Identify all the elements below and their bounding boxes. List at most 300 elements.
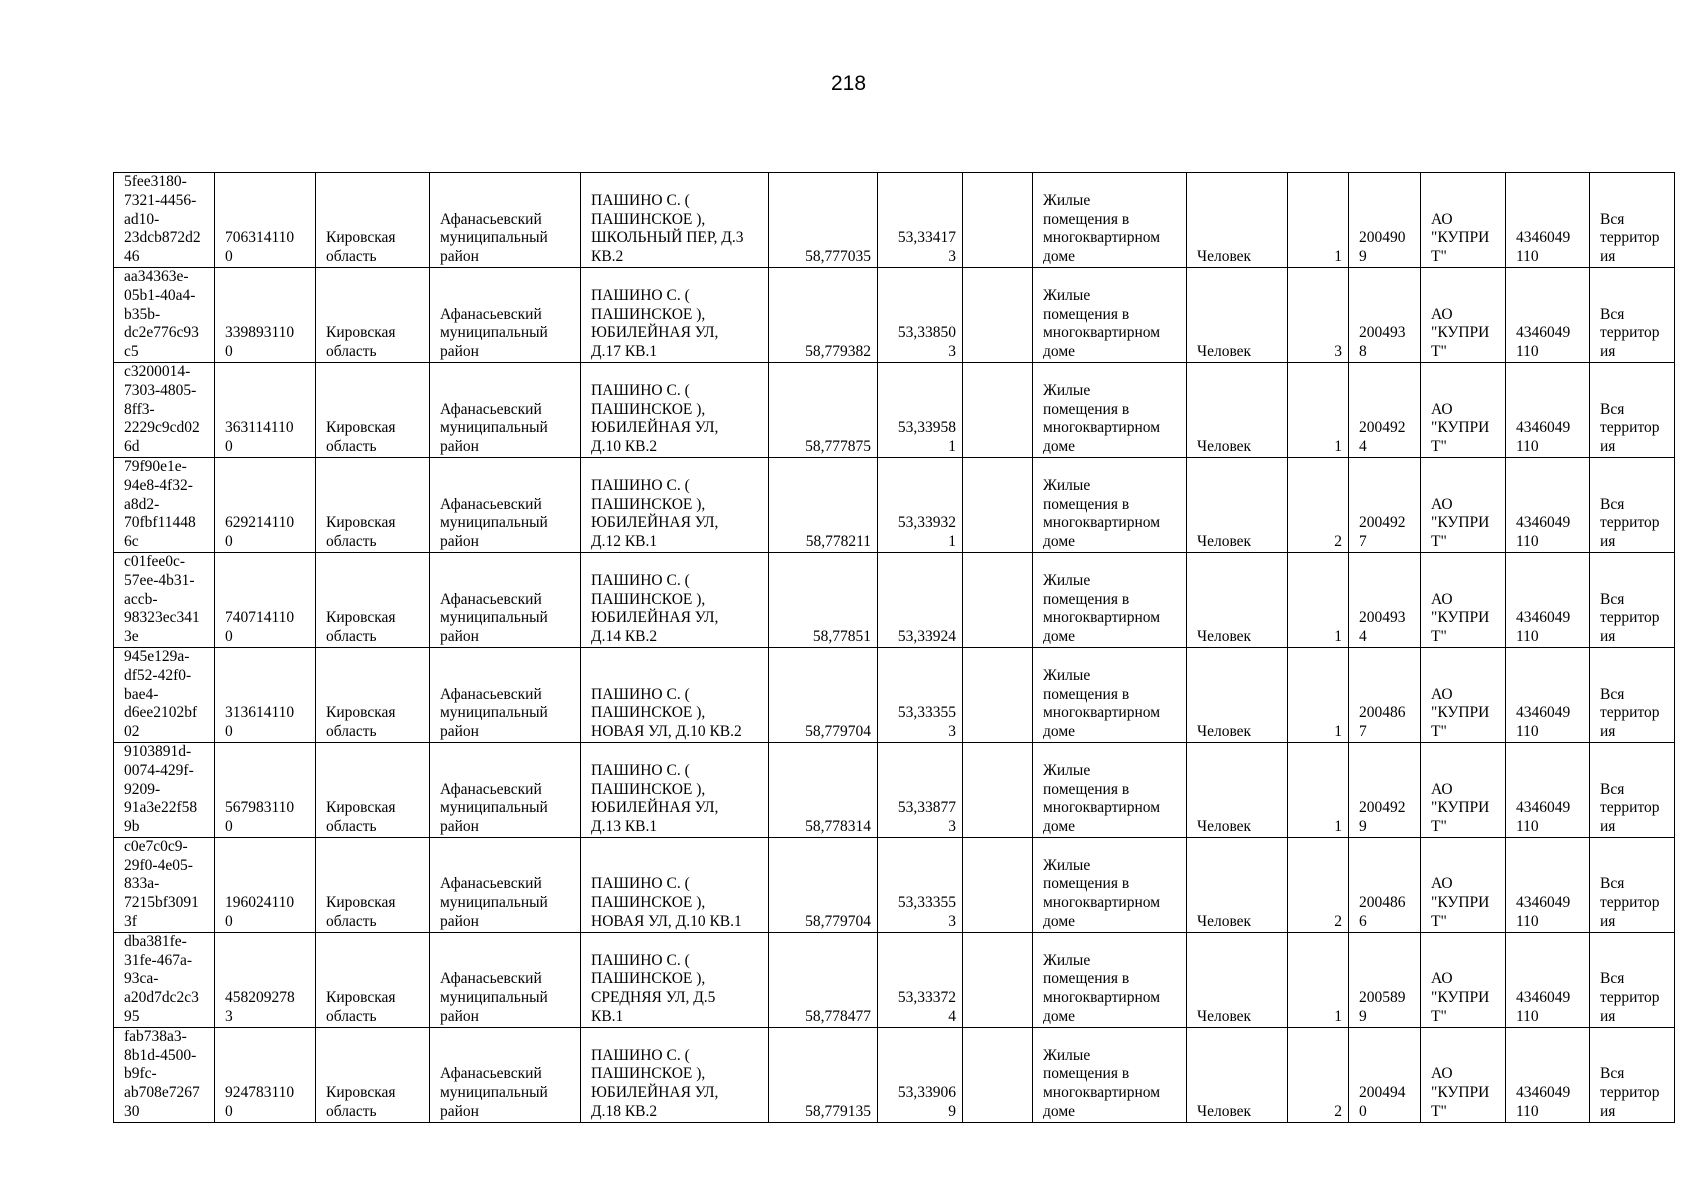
cell-region-text: Кировская область xyxy=(326,989,396,1026)
cell-contract-text: 200490 9 xyxy=(1359,229,1406,266)
cell-district xyxy=(430,457,581,552)
cell-latitude xyxy=(769,742,878,837)
cell-longitude-text: 53,33372 4 xyxy=(897,989,956,1026)
cell-quantity-text: 1 xyxy=(1334,1008,1342,1026)
cell-territory xyxy=(1590,457,1675,552)
cell-contract-text: 200486 7 xyxy=(1359,704,1406,741)
cell-region-text: Кировская область xyxy=(326,419,396,456)
cell-region xyxy=(316,932,430,1027)
cell-empty xyxy=(963,742,1033,837)
cell-region xyxy=(316,742,430,837)
cell-district xyxy=(430,1027,581,1122)
cell-premises-type xyxy=(1033,552,1187,647)
cell-inn xyxy=(1506,1027,1590,1122)
cell-longitude xyxy=(878,1027,963,1122)
cell-inn xyxy=(1506,173,1590,268)
cell-organization-text: АО "КУПРИ Т" xyxy=(1431,970,1490,1026)
cell-quantity xyxy=(1288,173,1349,268)
cell-inn-text: 4346049 110 xyxy=(1516,419,1571,456)
cell-quantity xyxy=(1288,362,1349,457)
cell-uuid-text: fab738a3- 8b1d-4500- b9fc- ab708e7267 30 xyxy=(124,1027,200,1121)
cell-region xyxy=(316,267,430,362)
cell-longitude xyxy=(878,932,963,1027)
cell-territory-text: Вся территор ия xyxy=(1600,495,1660,551)
cell-territory xyxy=(1590,552,1675,647)
cell-district-text: Афанасьевский муниципальный район xyxy=(440,305,548,361)
cell-territory xyxy=(1590,267,1675,362)
cell-district xyxy=(430,932,581,1027)
cell-inn-text: 4346049 110 xyxy=(1516,229,1571,266)
cell-district-text: Афанасьевский муниципальный район xyxy=(440,875,548,931)
cell-empty xyxy=(963,173,1033,268)
cell-inn xyxy=(1506,647,1590,742)
cell-contract-text: 200589 9 xyxy=(1359,989,1406,1026)
cell-organization xyxy=(1421,1027,1506,1122)
cell-premises-type-text: Жилые помещения в многоквартирном доме xyxy=(1043,381,1161,456)
cell-uuid-text: c0e7c0c9- 29f0-4e05- 833a- 7215bf3091 3f xyxy=(124,837,199,931)
cell-region-text: Кировская область xyxy=(326,1084,396,1121)
cell-organization-text: АО "КУПРИ Т" xyxy=(1431,590,1490,646)
cell-empty xyxy=(963,1027,1033,1122)
cell-longitude-text: 53,33877 3 xyxy=(897,799,956,836)
cell-district-text: Афанасьевский муниципальный район xyxy=(440,400,548,456)
cell-district-text: Афанасьевский муниципальный район xyxy=(440,970,548,1026)
cell-organization-text: АО "КУПРИ Т" xyxy=(1431,780,1490,836)
cell-longitude xyxy=(878,742,963,837)
cell-unit-text: Человек xyxy=(1197,913,1252,931)
cell-territory xyxy=(1590,1027,1675,1122)
cell-territory-text: Вся территор ия xyxy=(1600,685,1660,741)
cell-premises-type xyxy=(1033,742,1187,837)
cell-address xyxy=(581,647,769,742)
cell-uuid xyxy=(114,173,215,268)
cell-unit-text: Человек xyxy=(1197,628,1252,646)
cell-unit xyxy=(1187,932,1288,1027)
cell-quantity xyxy=(1288,932,1349,1027)
cell-premises-type xyxy=(1033,647,1187,742)
cell-contract-text: 200494 0 xyxy=(1359,1084,1406,1121)
cell-address-text: ПАШИНО С. ( ПАШИНСКОЕ ), ЮБИЛЕЙНАЯ УЛ, Д.13 КВ.1 xyxy=(591,761,719,836)
cell-unit-text: Человек xyxy=(1197,723,1252,741)
cell-organization-text: АО "КУПРИ Т" xyxy=(1431,495,1490,551)
cell-territory xyxy=(1590,932,1675,1027)
cell-longitude-text: 53,33417 3 xyxy=(897,229,956,266)
cell-premises-type xyxy=(1033,1027,1187,1122)
cell-longitude xyxy=(878,173,963,268)
cell-code-text: 196024110 0 xyxy=(225,894,295,931)
cell-contract-text: 200493 4 xyxy=(1359,609,1406,646)
cell-address xyxy=(581,932,769,1027)
cell-uuid xyxy=(114,362,215,457)
cell-quantity-text: 1 xyxy=(1334,438,1342,456)
cell-empty xyxy=(963,932,1033,1027)
cell-contract xyxy=(1349,552,1421,647)
cell-region xyxy=(316,552,430,647)
cell-longitude xyxy=(878,837,963,932)
cell-contract xyxy=(1349,742,1421,837)
table-row xyxy=(114,173,1675,268)
cell-address-text: ПАШИНО С. ( ПАШИНСКОЕ ), ЮБИЛЕЙНАЯ УЛ, Д.18 КВ.2 xyxy=(591,1046,719,1121)
cell-organization xyxy=(1421,742,1506,837)
cell-code xyxy=(215,1027,316,1122)
cell-quantity xyxy=(1288,267,1349,362)
cell-uuid xyxy=(114,647,215,742)
cell-premises-type-text: Жилые помещения в многоквартирном доме xyxy=(1043,571,1161,646)
table-row xyxy=(114,647,1675,742)
cell-uuid-text: c01fee0c- 57ee-4b31- accb- 98323ec341 3e xyxy=(124,552,200,646)
cell-territory xyxy=(1590,173,1675,268)
cell-territory xyxy=(1590,742,1675,837)
cell-premises-type-text: Жилые помещения в многоквартирном доме xyxy=(1043,856,1161,931)
cell-code-text: 567983110 0 xyxy=(225,799,295,836)
cell-latitude xyxy=(769,173,878,268)
cell-region-text: Кировская область xyxy=(326,609,396,646)
cell-address-text: ПАШИНО С. ( ПАШИНСКОЕ ), НОВАЯ УЛ, Д.10 КВ.2 xyxy=(591,685,742,741)
cell-premises-type-text: Жилые помещения в многоквартирном доме xyxy=(1043,951,1161,1026)
cell-latitude-text: 58,779382 xyxy=(805,343,871,361)
cell-region xyxy=(316,457,430,552)
table-row xyxy=(114,457,1675,552)
cell-latitude-text: 58,778314 xyxy=(805,818,871,836)
cell-unit xyxy=(1187,173,1288,268)
cell-longitude xyxy=(878,457,963,552)
cell-latitude-text: 58,779704 xyxy=(805,723,871,741)
cell-inn xyxy=(1506,362,1590,457)
cell-organization-text: АО "КУПРИ Т" xyxy=(1431,1065,1490,1121)
cell-latitude xyxy=(769,647,878,742)
cell-address xyxy=(581,742,769,837)
cell-address-text: ПАШИНО С. ( ПАШИНСКОЕ ), ШКОЛЬНЫЙ ПЕР, Д.3 КВ.2 xyxy=(591,191,744,266)
cell-latitude xyxy=(769,362,878,457)
cell-code-text: 740714110 0 xyxy=(225,609,295,646)
cell-unit-text: Человек xyxy=(1197,1008,1252,1026)
cell-address xyxy=(581,362,769,457)
cell-quantity xyxy=(1288,1027,1349,1122)
cell-district-text: Афанасьевский муниципальный район xyxy=(440,780,548,836)
cell-territory xyxy=(1590,837,1675,932)
cell-unit-text: Человек xyxy=(1197,248,1252,266)
cell-longitude-text: 53,33932 1 xyxy=(897,514,956,551)
cell-district xyxy=(430,173,581,268)
cell-organization-text: АО "КУПРИ Т" xyxy=(1431,400,1490,456)
cell-uuid-text: dba381fe- 31fe-467a- 93ca- a20d7dc2c3 95 xyxy=(124,932,199,1026)
cell-code-text: 363114110 0 xyxy=(225,419,294,456)
table-row xyxy=(114,837,1675,932)
cell-contract xyxy=(1349,837,1421,932)
cell-contract xyxy=(1349,362,1421,457)
cell-region xyxy=(316,362,430,457)
cell-code xyxy=(215,647,316,742)
cell-district xyxy=(430,742,581,837)
cell-quantity-text: 3 xyxy=(1334,343,1342,361)
cell-premises-type xyxy=(1033,932,1187,1027)
cell-region-text: Кировская область xyxy=(326,229,396,266)
cell-address-text: ПАШИНО С. ( ПАШИНСКОЕ ), НОВАЯ УЛ, Д.10 КВ.1 xyxy=(591,875,742,931)
cell-longitude xyxy=(878,647,963,742)
cell-uuid-text: 79f90e1e- 94e8-4f32- a8d2- 70fbf11448 6c xyxy=(124,457,196,551)
cell-latitude xyxy=(769,1027,878,1122)
cell-region-text: Кировская область xyxy=(326,514,396,551)
cell-territory-text: Вся территор ия xyxy=(1600,305,1660,361)
cell-premises-type xyxy=(1033,457,1187,552)
cell-territory-text: Вся территор ия xyxy=(1600,590,1660,646)
cell-latitude xyxy=(769,837,878,932)
cell-contract-text: 200493 8 xyxy=(1359,324,1406,361)
cell-code xyxy=(215,932,316,1027)
cell-quantity-text: 1 xyxy=(1334,723,1342,741)
cell-empty xyxy=(963,552,1033,647)
cell-territory-text: Вся территор ия xyxy=(1600,210,1660,266)
cell-uuid xyxy=(114,742,215,837)
cell-district xyxy=(430,552,581,647)
cell-unit xyxy=(1187,742,1288,837)
cell-inn xyxy=(1506,932,1590,1027)
cell-territory-text: Вся территор ия xyxy=(1600,780,1660,836)
cell-contract xyxy=(1349,1027,1421,1122)
cell-premises-type-text: Жилые помещения в многоквартирном доме xyxy=(1043,191,1161,266)
cell-empty xyxy=(963,647,1033,742)
cell-premises-type-text: Жилые помещения в многоквартирном доме xyxy=(1043,476,1161,551)
cell-quantity xyxy=(1288,647,1349,742)
cell-address xyxy=(581,552,769,647)
cell-longitude-text: 53,33850 3 xyxy=(897,324,956,361)
cell-uuid-text: 9103891d- 0074-429f- 9209- 91a3e22f58 9b xyxy=(124,742,198,836)
cell-organization xyxy=(1421,173,1506,268)
cell-inn xyxy=(1506,267,1590,362)
cell-longitude-text: 53,33906 9 xyxy=(897,1084,956,1121)
cell-contract-text: 200492 4 xyxy=(1359,419,1406,456)
cell-quantity xyxy=(1288,742,1349,837)
cell-code-text: 629214110 0 xyxy=(225,514,295,551)
cell-code-text: 924783110 0 xyxy=(225,1084,295,1121)
cell-latitude-text: 58,779704 xyxy=(805,913,871,931)
cell-inn xyxy=(1506,457,1590,552)
cell-unit xyxy=(1187,552,1288,647)
cell-code-text: 313614110 0 xyxy=(225,704,295,741)
cell-premises-type xyxy=(1033,173,1187,268)
cell-region xyxy=(316,173,430,268)
cell-code-text: 458209278 3 xyxy=(225,989,295,1026)
cell-inn-text: 4346049 110 xyxy=(1516,514,1571,551)
cell-inn-text: 4346049 110 xyxy=(1516,1084,1571,1121)
cell-unit xyxy=(1187,457,1288,552)
cell-longitude-text: 53,33958 1 xyxy=(897,419,956,456)
cell-inn xyxy=(1506,742,1590,837)
cell-inn-text: 4346049 110 xyxy=(1516,704,1571,741)
cell-quantity xyxy=(1288,457,1349,552)
cell-contract xyxy=(1349,267,1421,362)
cell-latitude-text: 58,778477 xyxy=(805,1008,871,1026)
cell-organization-text: АО "КУПРИ Т" xyxy=(1431,210,1490,266)
cell-unit xyxy=(1187,362,1288,457)
cell-region-text: Кировская область xyxy=(326,704,396,741)
cell-longitude-text: 53,33924 xyxy=(897,628,956,646)
cell-uuid-text: 945e129a- df52-42f0- bae4- d6ee2102bf 02 xyxy=(124,647,198,741)
cell-address xyxy=(581,837,769,932)
cell-address-text: ПАШИНО С. ( ПАШИНСКОЕ ), ЮБИЛЕЙНАЯ УЛ, Д.12 КВ.1 xyxy=(591,476,719,551)
cell-inn-text: 4346049 110 xyxy=(1516,324,1571,361)
cell-region-text: Кировская область xyxy=(326,799,396,836)
cell-organization xyxy=(1421,362,1506,457)
cell-organization-text: АО "КУПРИ Т" xyxy=(1431,685,1490,741)
table-row xyxy=(114,932,1675,1027)
cell-address xyxy=(581,457,769,552)
cell-quantity-text: 1 xyxy=(1334,248,1342,266)
cell-longitude-text: 53,33355 3 xyxy=(897,704,956,741)
cell-code-text: 339893110 0 xyxy=(225,324,295,361)
cell-inn xyxy=(1506,552,1590,647)
table-row xyxy=(114,1027,1675,1122)
cell-unit xyxy=(1187,647,1288,742)
cell-premises-type xyxy=(1033,837,1187,932)
cell-contract xyxy=(1349,647,1421,742)
table-row xyxy=(114,552,1675,647)
cell-address-text: ПАШИНО С. ( ПАШИНСКОЕ ), СРЕДНЯЯ УЛ, Д.5 КВ.1 xyxy=(591,951,716,1026)
cell-region-text: Кировская область xyxy=(326,894,396,931)
cell-organization xyxy=(1421,647,1506,742)
cell-quantity xyxy=(1288,552,1349,647)
cell-longitude xyxy=(878,362,963,457)
cell-organization xyxy=(1421,267,1506,362)
cell-district xyxy=(430,647,581,742)
cell-empty xyxy=(963,457,1033,552)
cell-unit-text: Человек xyxy=(1197,533,1252,551)
cell-uuid-text: aa34363e- 05b1-40a4- b35b- dc2e776c93 c5 xyxy=(124,267,199,361)
cell-longitude-text: 53,33355 3 xyxy=(897,894,956,931)
cell-unit-text: Человек xyxy=(1197,438,1252,456)
cell-region xyxy=(316,837,430,932)
cell-quantity-text: 2 xyxy=(1334,1103,1342,1121)
cell-uuid xyxy=(114,267,215,362)
cell-organization-text: АО "КУПРИ Т" xyxy=(1431,305,1490,361)
cell-district xyxy=(430,362,581,457)
cell-latitude-text: 58,777035 xyxy=(805,248,871,266)
cell-uuid xyxy=(114,552,215,647)
cell-address xyxy=(581,173,769,268)
cell-code xyxy=(215,267,316,362)
cell-uuid xyxy=(114,457,215,552)
cell-address xyxy=(581,1027,769,1122)
cell-latitude xyxy=(769,457,878,552)
cell-organization xyxy=(1421,932,1506,1027)
cell-premises-type-text: Жилые помещения в многоквартирном доме xyxy=(1043,761,1161,836)
cell-quantity xyxy=(1288,837,1349,932)
cell-district-text: Афанасьевский муниципальный район xyxy=(440,495,548,551)
cell-district-text: Афанасьевский муниципальный район xyxy=(440,685,548,741)
table-row xyxy=(114,362,1675,457)
cell-uuid xyxy=(114,1027,215,1122)
cell-premises-type-text: Жилые помещения в многоквартирном доме xyxy=(1043,666,1161,741)
cell-unit xyxy=(1187,267,1288,362)
cell-latitude xyxy=(769,932,878,1027)
cell-latitude-text: 58,779135 xyxy=(805,1103,871,1121)
cell-latitude-text: 58,778211 xyxy=(805,533,871,551)
cell-contract-text: 200486 6 xyxy=(1359,894,1406,931)
table-row xyxy=(114,742,1675,837)
cell-quantity-text: 2 xyxy=(1334,913,1342,931)
cell-territory xyxy=(1590,362,1675,457)
cell-district xyxy=(430,837,581,932)
cell-territory-text: Вся территор ия xyxy=(1600,400,1660,456)
cell-contract-text: 200492 9 xyxy=(1359,799,1406,836)
cell-uuid xyxy=(114,932,215,1027)
cell-inn-text: 4346049 110 xyxy=(1516,989,1571,1026)
cell-territory-text: Вся территор ия xyxy=(1600,875,1660,931)
cell-inn-text: 4346049 110 xyxy=(1516,799,1571,836)
cell-unit-text: Человек xyxy=(1197,343,1252,361)
registry-table xyxy=(113,172,1675,1123)
cell-code xyxy=(215,552,316,647)
cell-district xyxy=(430,267,581,362)
cell-contract xyxy=(1349,457,1421,552)
cell-inn-text: 4346049 110 xyxy=(1516,894,1571,931)
cell-premises-type xyxy=(1033,267,1187,362)
cell-address-text: ПАШИНО С. ( ПАШИНСКОЕ ), ЮБИЛЕЙНАЯ УЛ, Д.14 КВ.2 xyxy=(591,571,719,646)
cell-organization xyxy=(1421,457,1506,552)
cell-code xyxy=(215,742,316,837)
cell-quantity-text: 2 xyxy=(1334,533,1342,551)
cell-region xyxy=(316,1027,430,1122)
cell-unit xyxy=(1187,1027,1288,1122)
cell-empty xyxy=(963,362,1033,457)
cell-uuid xyxy=(114,837,215,932)
cell-code xyxy=(215,362,316,457)
cell-premises-type-text: Жилые помещения в многоквартирном доме xyxy=(1043,1046,1161,1121)
cell-territory xyxy=(1590,647,1675,742)
cell-latitude xyxy=(769,267,878,362)
cell-unit-text: Человек xyxy=(1197,1103,1252,1121)
cell-district-text: Афанасьевский муниципальный район xyxy=(440,210,548,266)
cell-address-text: ПАШИНО С. ( ПАШИНСКОЕ ), ЮБИЛЕЙНАЯ УЛ, Д.17 КВ.1 xyxy=(591,286,719,361)
cell-unit-text: Человек xyxy=(1197,818,1252,836)
registry-body xyxy=(114,173,1675,1123)
cell-quantity-text: 1 xyxy=(1334,818,1342,836)
cell-inn xyxy=(1506,837,1590,932)
cell-address-text: ПАШИНО С. ( ПАШИНСКОЕ ), ЮБИЛЕЙНАЯ УЛ, Д.10 КВ.2 xyxy=(591,381,719,456)
cell-empty xyxy=(963,267,1033,362)
cell-unit xyxy=(1187,837,1288,932)
cell-contract xyxy=(1349,932,1421,1027)
cell-district-text: Афанасьевский муниципальный район xyxy=(440,1065,548,1121)
cell-territory-text: Вся территор ия xyxy=(1600,1065,1660,1121)
cell-longitude xyxy=(878,552,963,647)
cell-territory-text: Вся территор ия xyxy=(1600,970,1660,1026)
cell-organization-text: АО "КУПРИ Т" xyxy=(1431,875,1490,931)
cell-district-text: Афанасьевский муниципальный район xyxy=(440,590,548,646)
cell-region xyxy=(316,647,430,742)
cell-contract xyxy=(1349,173,1421,268)
cell-latitude xyxy=(769,552,878,647)
cell-inn-text: 4346049 110 xyxy=(1516,609,1571,646)
cell-uuid-text: 5fee3180- 7321-4456- ad10- 23dcb872d2 46 xyxy=(124,173,201,266)
cell-latitude-text: 58,77851 xyxy=(812,628,871,646)
cell-code xyxy=(215,173,316,268)
cell-latitude-text: 58,777875 xyxy=(805,438,871,456)
cell-code-text: 706314110 0 xyxy=(225,229,295,266)
cell-longitude xyxy=(878,267,963,362)
table-row xyxy=(114,267,1675,362)
cell-empty xyxy=(963,837,1033,932)
cell-address xyxy=(581,267,769,362)
cell-organization xyxy=(1421,552,1506,647)
cell-contract-text: 200492 7 xyxy=(1359,514,1406,551)
cell-organization xyxy=(1421,837,1506,932)
cell-uuid-text: c3200014- 7303-4805- 8ff3- 2229c9cd02 6d xyxy=(124,362,200,456)
cell-premises-type xyxy=(1033,362,1187,457)
cell-code xyxy=(215,837,316,932)
cell-premises-type-text: Жилые помещения в многоквартирном доме xyxy=(1043,286,1161,361)
cell-quantity-text: 1 xyxy=(1334,628,1342,646)
